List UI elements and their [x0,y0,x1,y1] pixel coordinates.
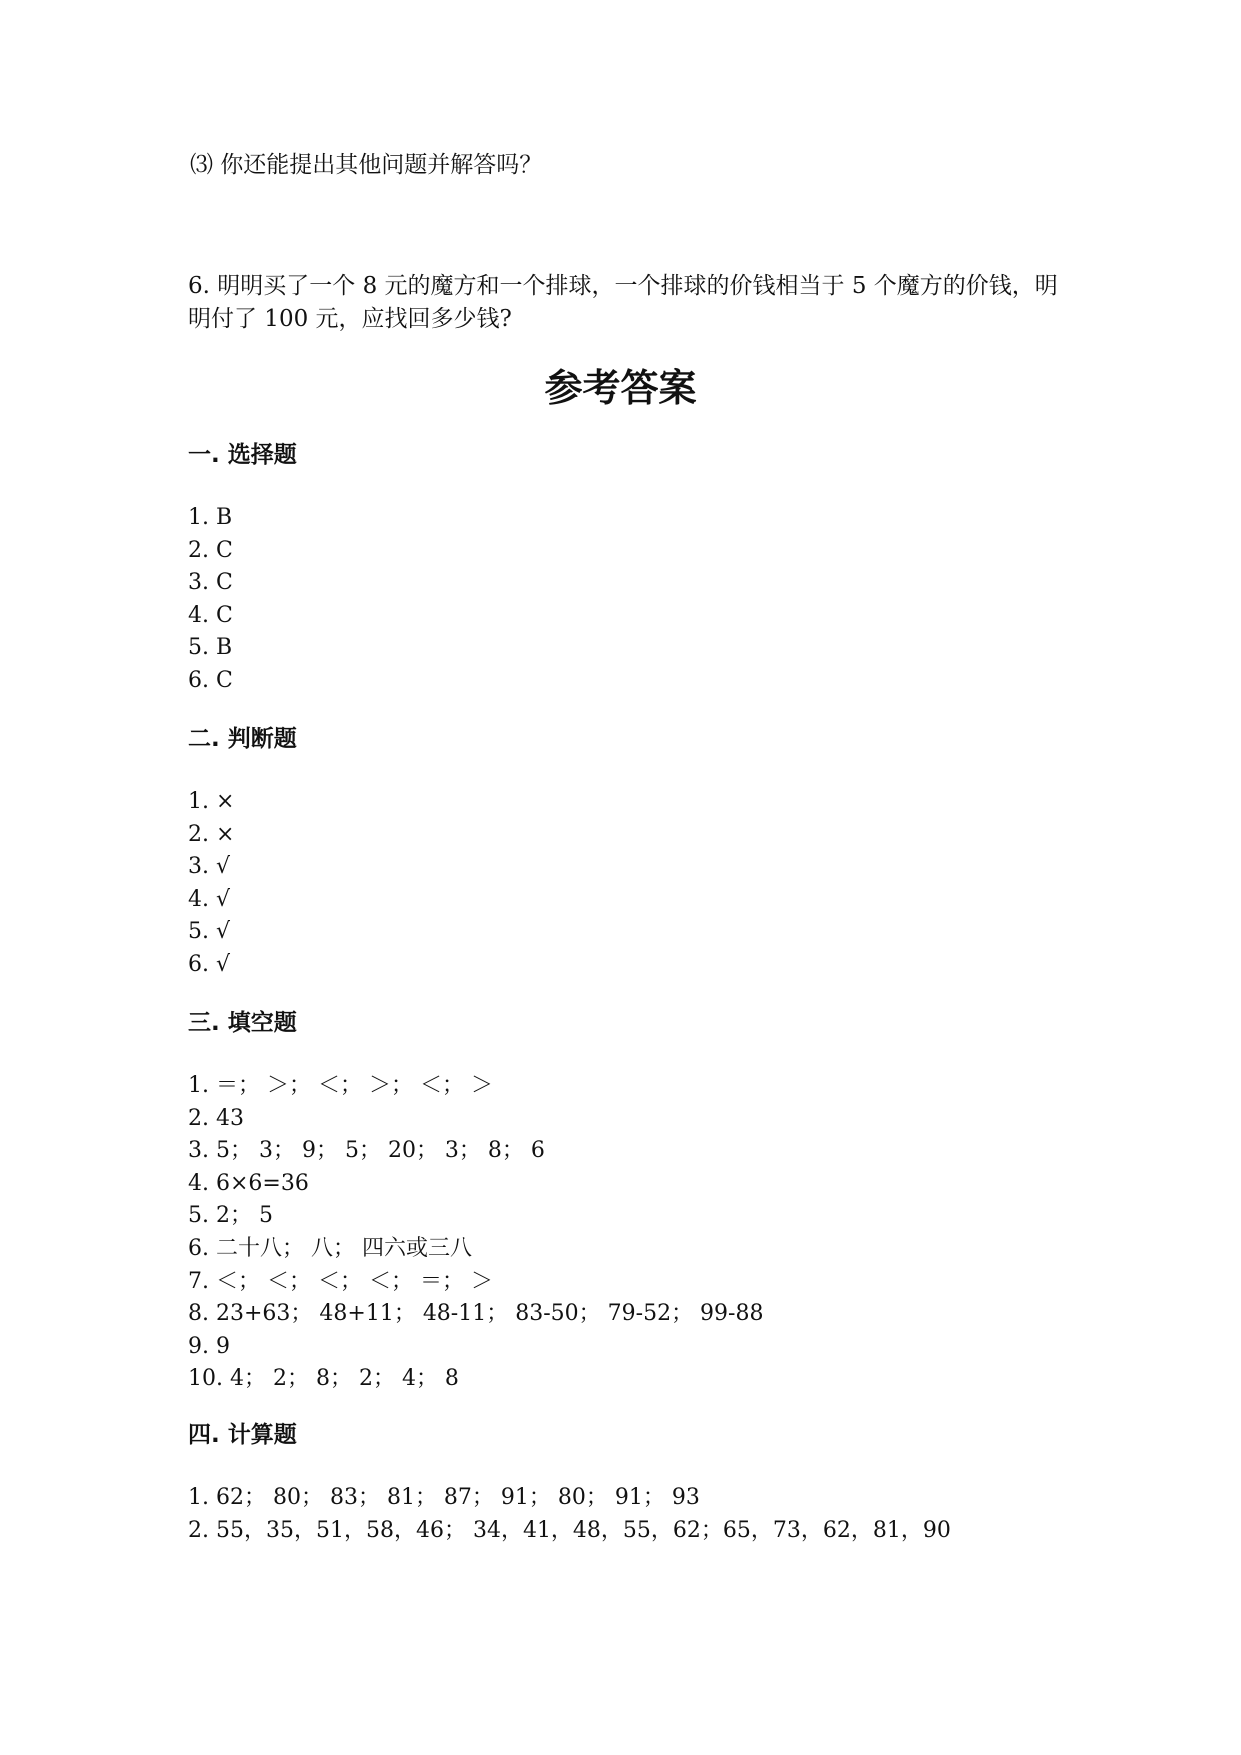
answer-item: 2. 55，35，51，58，46； 34，41，48，55，62；65，73，62，81，90 [188,1517,951,1543]
question-part-3: ⑶ 你还能提出其他问题并解答吗？ [190,152,543,178]
answer-item: 9. 9 [188,1333,230,1359]
answer-item: 1. 62； 80； 83； 81； 87； 91； 80； 91； 93 [188,1485,700,1510]
answer-item: 6. 二十八； 八； 四六或三八 [188,1235,472,1261]
answer-list-calculation [188,1482,951,1547]
answer-item: 2. × [188,821,235,847]
answer-item: 3. √ [188,854,231,880]
answer-item: 8. 23+63； 48+11； 48-11； 83-50； 79-52； 99-88 [188,1301,764,1327]
answer-list-judgement [188,786,234,982]
answer-item: 4. C [188,602,233,628]
answer-item: 2. 43 [188,1105,244,1131]
answer-item: 2. C [188,537,233,563]
answer-item: 3. 5； 3； 9； 5； 20； 3； 8； 6 [188,1138,545,1164]
answer-item: 4. √ [188,886,231,912]
answer-item: 10. 4； 2； 8； 2； 4； 8 [188,1366,459,1392]
answer-list-choice [188,502,233,698]
answer-title: 参考答案 [544,366,697,410]
answer-item: 5. √ [188,919,231,945]
answer-item: 7. ＜； ＜； ＜； ＜； ＝； ＞ [188,1268,493,1294]
section-heading-judgement: 二. 判断题 [188,726,297,752]
answer-item: 4. 6×6=36 [188,1170,309,1196]
section-heading-fill-blank: 三. 填空题 [188,1010,297,1036]
answer-item: 1. B [188,505,233,530]
answer-item: 6. √ [188,951,231,977]
section-heading-choice: 一. 选择题 [188,442,297,468]
answer-item: 3. C [188,570,233,596]
answer-item: 5. B [188,635,233,661]
question-6: 6. 明明买了一个 8 元的魔方和一个排球，一个排球的价钱相当于 5 个魔方的价钱，明明付了 100 元，应找回多少钱? [188,273,1058,332]
answer-item: 6. C [188,667,233,693]
answer-item: 5. 2； 5 [188,1203,273,1229]
answer-item: 1. ＝； ＞； ＜； ＞； ＜； ＞ [188,1073,493,1098]
answer-item: 1. × [188,789,235,814]
section-heading-calculation: 四. 计算题 [188,1422,297,1448]
answer-list-fill-blank [188,1070,763,1396]
